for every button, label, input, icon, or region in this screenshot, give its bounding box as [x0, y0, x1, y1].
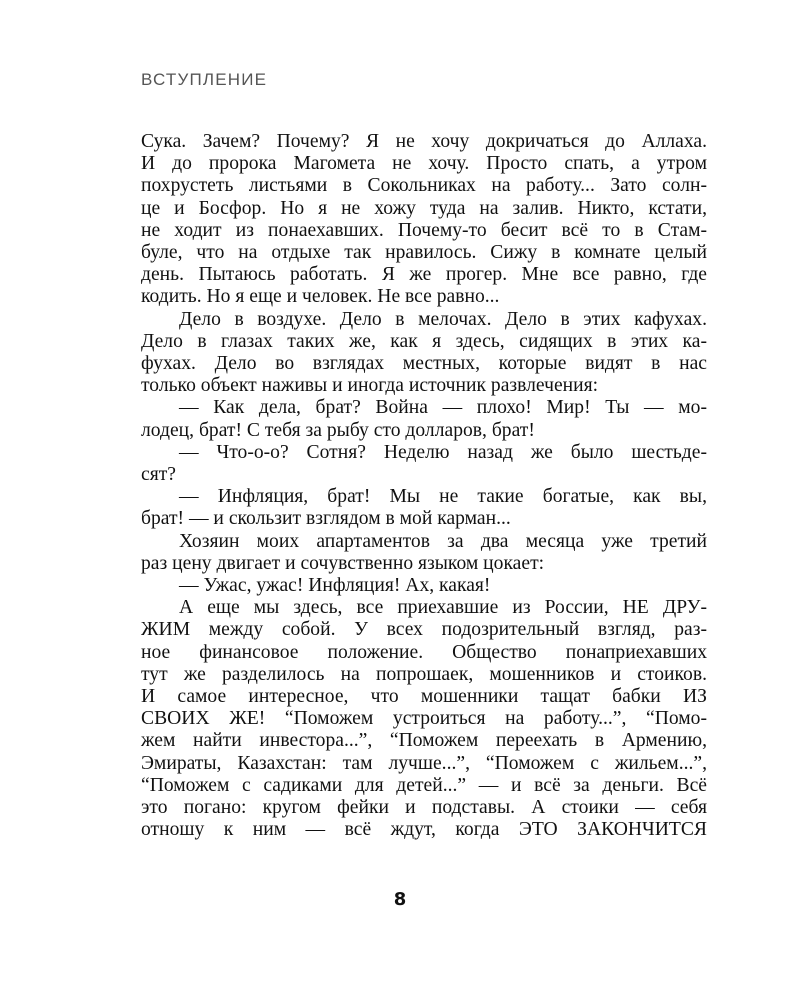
text-line: Дело в воздухе. Дело в мелочах. Дело в этих кафухах. — [179, 308, 707, 330]
text-line: буле, что на отдыхе так нравилось. Сижу в комнате целый — [141, 242, 707, 264]
text-line: И самое интересное, что мошенники тащат бабки ИЗ — [141, 686, 707, 708]
text-line: фухах. Дело во взглядах местных, которые видят в нас — [141, 353, 707, 375]
text-line: жем найти инвестора...”, “Поможем переехать в Армению, — [141, 730, 707, 752]
text-line: ЖИМ между собой. У всех подозрительный взгляд, раз- — [141, 619, 707, 641]
text-line: брат! — и скользит взглядом в мой карман... — [141, 508, 511, 530]
text-line: Дело в глазах таких же, как я здесь, сидящих в этих ка- — [141, 330, 707, 352]
body-text — [141, 131, 707, 842]
text-line: Сука. Зачем? Почему? Я не хочу докричаться до Аллаха. — [141, 131, 707, 152]
text-line: похрустеть листьями в Сокольниках на работу... Зато солн- — [141, 175, 707, 197]
text-line: сят? — [141, 464, 176, 486]
text-line: — Что-о-о? Сотня? Неделю назад же было шестьде- — [179, 441, 707, 463]
text-line: Эмираты, Казахстан: там лучше...”, “Поможем с жильем...”, — [141, 752, 707, 774]
text-line: Хозяин моих апартаментов за два месяца уже третий — [179, 530, 707, 552]
text-line: ное финансовое положение. Общество понаприехавших — [141, 641, 707, 663]
text-line: кодить. Но я еще и человек. Не все равно... — [141, 286, 500, 308]
text-line: не ходит из понаехавших. Почему-то бесит всё то в Стам- — [141, 219, 707, 241]
text-line: это погано: кругом фейки и подставы. А стоики — себя — [141, 797, 707, 819]
text-line: — Ужас, ужас! Инфляция! Ах, какая! — [179, 575, 491, 597]
text-line: А еще мы здесь, все приехавшие из России, НЕ ДРУ- — [179, 597, 707, 619]
text-line: И до пророка Магомета не хочу. Просто спать, а утром — [141, 153, 707, 175]
text-line: день. Пытаюсь работать. Я же прогер. Мне все равно, где — [141, 264, 707, 286]
text-line: тут же разделилось на попрошаек, мошенников и стоиков. — [141, 663, 707, 685]
text-line: це и Босфор. Но я не хожу туда на залив. Никто, кстати, — [141, 197, 707, 219]
text-line: раз цену двигает и сочувственно языком цокает: — [141, 552, 545, 574]
running-head: ВСТУПЛЕНИЕ — [141, 70, 268, 89]
text-line: СВОИХ ЖЕ! “Поможем устроиться на работу...”, “Помо- — [141, 708, 707, 730]
text-line: лодец, брат! С тебя за рыбу сто долларов, брат! — [141, 419, 535, 441]
text-line: “Поможем с садиками для детей...” — и всё за деньги. Всё — [141, 774, 707, 796]
text-line: — Инфляция, брат! Мы не такие богатые, как вы, — [179, 486, 707, 508]
text-line: — Как дела, брат? Война — плохо! Мир! Ты — мо- — [179, 397, 707, 419]
text-line: отношу к ним — всё ждут, когда ЭТО ЗАКОНЧИТСЯ — [141, 819, 707, 841]
text-line: только объект наживы и иногда источник развлечения: — [141, 375, 599, 397]
page-number: 8 — [393, 889, 407, 910]
